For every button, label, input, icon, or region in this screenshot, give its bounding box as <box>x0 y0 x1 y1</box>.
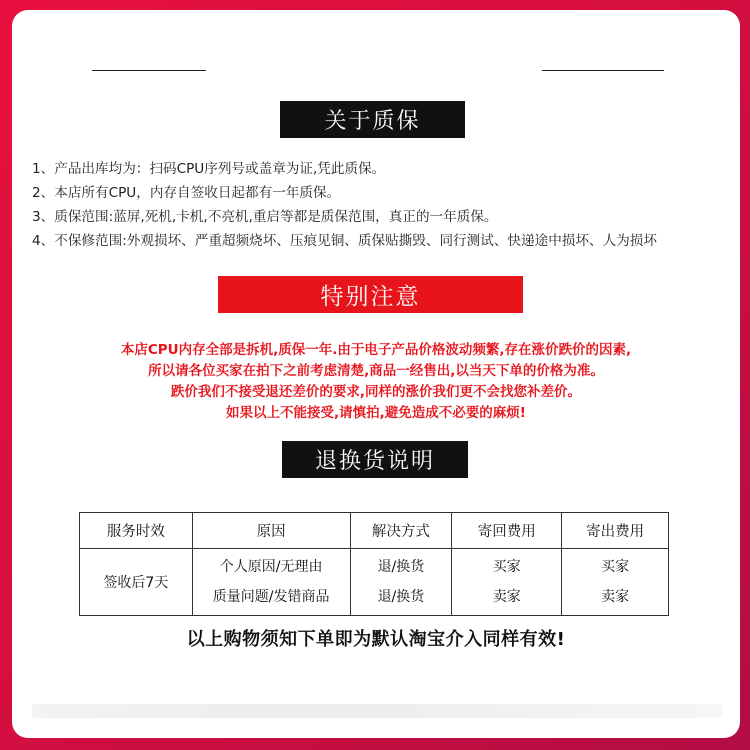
warranty-title-banner: 关于质保 <box>280 101 465 138</box>
warranty-list <box>32 157 740 253</box>
warranty-item: 1、产品出库均为：扫码CPU序列号或盖章为证,凭此质保。 <box>32 161 386 177</box>
footer-note: 以上购物须知下单即为默认淘宝介入同样有效! <box>186 629 566 650</box>
notice-text <box>12 340 740 424</box>
warranty-item: 2、本店所有CPU，内存自签收日起都有一年质保。 <box>32 185 341 201</box>
header-send-cost: 寄出费用 <box>562 513 669 549</box>
send-cost-cell <box>562 549 669 616</box>
reason-cell <box>192 549 350 616</box>
warranty-item: 4、不保修范围:外观损坏、严重超频烧坏、压痕见铜、质保贴撕毁、同行测试、快递途中损坏、人为损坏 <box>32 233 657 249</box>
decorative-line-right <box>542 70 664 71</box>
solution-cell <box>350 549 452 616</box>
solution-value: 退/换货 <box>377 559 425 575</box>
return-cost-value: 卖家 <box>492 589 521 605</box>
header-solution: 解决方式 <box>350 513 452 549</box>
warranty-item: 3、质保范围:蓝屏,死机,卡机,不亮机,重启等都是质保范围，真正的一年质保。 <box>32 209 498 225</box>
decorative-line-left <box>92 70 206 71</box>
notice-title-banner: 特别注意 <box>218 276 523 313</box>
send-cost-value: 卖家 <box>601 589 630 605</box>
faded-strip <box>32 704 722 718</box>
return-cost-value: 买家 <box>492 559 521 575</box>
send-cost-value: 买家 <box>601 559 630 575</box>
reason-value: 个人原因/无理由 <box>219 559 323 575</box>
return-cost-cell <box>452 549 562 616</box>
content-card <box>12 10 740 738</box>
reason-value: 质量问题/发错商品 <box>212 589 330 605</box>
exchange-title-banner: 退换货说明 <box>282 441 468 478</box>
notice-line: 所以请各位买家在拍下之前考虑清楚,商品一经售出,以当天下单的价格为准。 <box>148 363 604 379</box>
notice-line: 本店CPU内存全部是拆机,质保一年.由于电子产品价格波动频繁,存在涨价跌价的因素, <box>120 342 632 358</box>
exchange-table <box>79 512 669 616</box>
header-reason: 原因 <box>192 513 350 549</box>
period-cell: 签收后7天 <box>80 549 193 616</box>
header-period: 服务时效 <box>80 513 193 549</box>
header-return-cost: 寄回费用 <box>452 513 562 549</box>
table-header-row <box>80 513 669 549</box>
solution-value: 退/换货 <box>377 589 425 605</box>
table-row <box>80 549 669 616</box>
notice-line: 如果以上不能接受,请慎拍,避免造成不必要的麻烦! <box>226 405 526 421</box>
notice-line: 跌价我们不接受退还差价的要求,同样的涨价我们更不会找您补差价。 <box>170 384 582 400</box>
